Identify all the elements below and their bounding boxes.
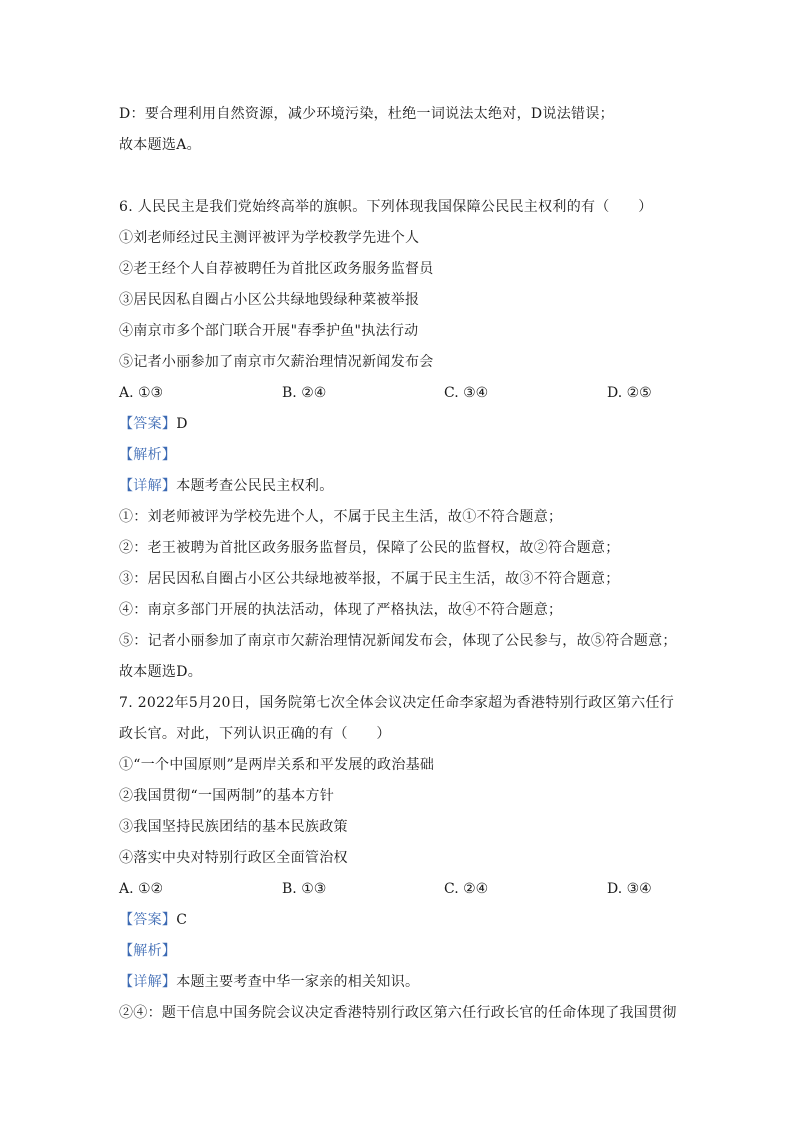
q7-explanation-1: ②④：题干信息中国务院会议决定香港特别行政区第六任行政长官的任命体现了我国贯彻: [119, 1005, 677, 1021]
q7-detail-intro: 本题主要考查中华一家亲的相关知识。: [176, 974, 420, 990]
q6-detail-line: [119, 476, 334, 496]
q7-item-1: ①“一个中国原则”是两岸关系和平发展的政治基础: [119, 757, 435, 773]
option-d-explanation: D：要合理利用自然资源，减少环境污染，杜绝一词说法太绝对，D说法错误；: [119, 106, 614, 122]
q6-option-c: C. ③④: [444, 385, 489, 401]
q6-stem: 6. 人民民主是我们党始终高举的旗帜。下列体现我国保障公民民主权利的有（ ）: [119, 199, 653, 215]
q7-item-3: ③我国坚持民族团结的基本民族政策: [119, 819, 348, 835]
q7-stem-line-1: 7. 2022年5月20日，国务院第七次全体会议决定任命李家超为香港特别行政区第六任行: [119, 695, 675, 711]
q6-item-1: ①刘老师经过民主测评被评为学校教学先进个人: [119, 230, 420, 246]
q6-detail-intro: 本题考查公民民主权利。: [176, 478, 334, 494]
q7-stem-line-2: 政长官。对此，下列认识正确的有（ ）: [119, 726, 391, 742]
q6-detail-tag: 【详解】: [119, 478, 177, 494]
q6-answer: D: [176, 416, 188, 432]
q7-option-b: B. ①③: [282, 881, 327, 897]
previous-conclusion: 故本题选A。: [119, 137, 201, 153]
q6-explanation-3: ③：居民因私自圈占小区公共绿地被举报，不属于民主生活，故③不符合题意；: [119, 571, 620, 587]
q6-option-d: D. ②⑤: [607, 385, 652, 401]
q7-item-2: ②我国贯彻“一国两制”的基本方针: [119, 788, 335, 804]
q6-item-2: ②老王经个人自荐被聘任为首批区政务服务监督员: [119, 261, 434, 277]
q7-answer: C: [176, 912, 188, 928]
q6-answer-line: [119, 414, 188, 434]
q6-explanation-4: ④：南京多部门开展的执法活动，体现了严格执法，故④不符合题意；: [119, 602, 563, 618]
q7-option-a: A. ①②: [119, 881, 164, 897]
q6-analysis-tag: 【解析】: [119, 447, 177, 463]
q6-explanation-1: ①：刘老师被评为学校先进个人，不属于民主生活，故①不符合题意；: [119, 509, 563, 525]
q6-option-b: B. ②④: [282, 385, 327, 401]
q7-analysis-tag: 【解析】: [119, 943, 177, 959]
q6-option-a: A. ①③: [119, 385, 164, 401]
q7-item-4: ④落实中央对特别行政区全面管治权: [119, 850, 348, 866]
q6-item-3: ③居民因私自圈占小区公共绿地毁绿种菜被举报: [119, 292, 420, 308]
q6-item-4: ④南京市多个部门联合开展"春季护鱼"执法行动: [119, 323, 419, 339]
q6-explanation-5: ⑤：记者小丽参加了南京市欠薪治理情况新闻发布会，体现了公民参与，故⑤符合题意；: [119, 633, 677, 649]
q6-item-5: ⑤记者小丽参加了南京市欠薪治理情况新闻发布会: [119, 354, 434, 370]
q7-detail-line: [119, 972, 419, 992]
q7-option-d: D. ③④: [607, 881, 652, 897]
q7-answer-tag: 【答案】: [119, 912, 177, 928]
q7-answer-line: [119, 910, 187, 930]
q6-conclusion: 故本题选D。: [119, 664, 203, 680]
q7-detail-tag: 【详解】: [119, 974, 177, 990]
q6-answer-tag: 【答案】: [119, 416, 177, 432]
q6-explanation-2: ②：老王被聘为首批区政务服务监督员，保障了公民的监督权，故②符合题意；: [119, 540, 620, 556]
q7-option-c: C. ②④: [444, 881, 489, 897]
